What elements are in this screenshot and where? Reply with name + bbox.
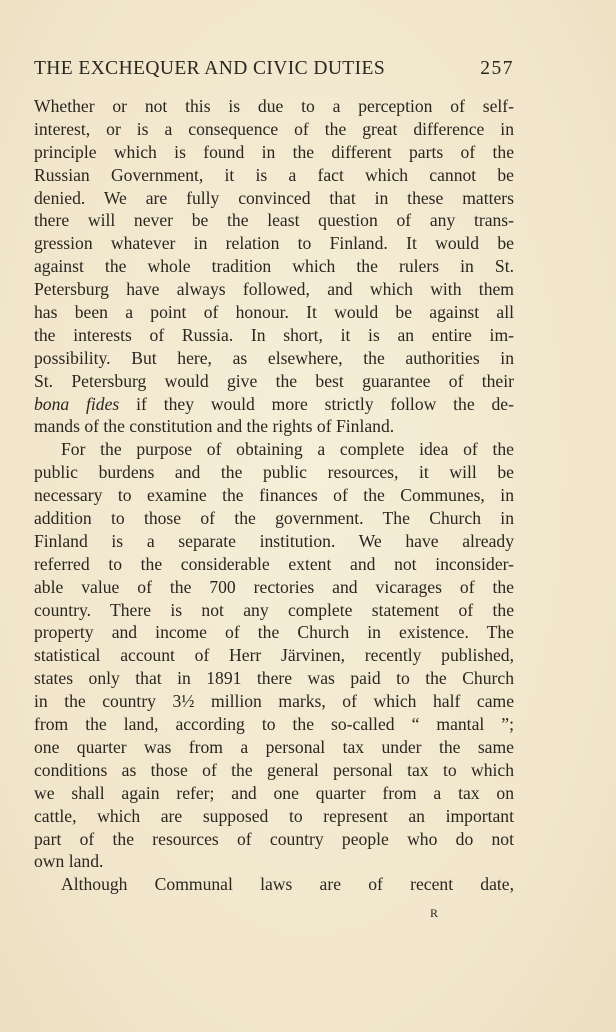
- text-line: public burdens and the public resources, it will be: [34, 462, 514, 483]
- text-line: St. Petersburg would give the best guarantee of their: [34, 370, 514, 391]
- text-line: For the purpose of obtaining a complete idea of the: [61, 439, 514, 460]
- text-line: Finland is a separate institution. We have already: [34, 530, 514, 551]
- text-line: in the country 3½ million marks, of which half came: [34, 691, 514, 712]
- text-line: necessary to examine the finances of the Communes, in: [34, 485, 514, 506]
- text-line: has been a point of honour. It would be against all: [34, 302, 514, 323]
- body-text: [34, 95, 514, 896]
- running-title: THE EXCHEQUER AND CIVIC DUTIES: [34, 58, 386, 79]
- text-line: against the whole tradition which the rulers in St.: [34, 256, 514, 277]
- text-line: one quarter was from a personal tax under the same: [34, 736, 514, 757]
- text-line: possibility. But here, as elsewhere, the authorities in: [34, 347, 514, 368]
- text-line: there will never be the least question of any trans-: [34, 210, 514, 231]
- text-line: property and income of the Church in existence. The: [34, 622, 514, 643]
- text-line: denied. We are fully convinced that in these matters: [34, 187, 514, 208]
- text-line: part of the resources of country people who do not: [34, 828, 514, 849]
- text-line: referred to the considerable extent and not inconsider-: [34, 553, 514, 574]
- text-line: we shall again refer; and one quarter from a tax on: [34, 782, 514, 803]
- text-line: conditions as those of the general personal tax to which: [34, 759, 514, 780]
- text-line: gression whatever in relation to Finland. It would be: [34, 233, 514, 254]
- signature-mark: R: [430, 906, 440, 920]
- text-line: from the land, according to the so-called “ mantal ”;: [34, 714, 514, 735]
- text-line: states only that in 1891 there was paid to the Church: [34, 668, 514, 689]
- italic-phrase: bona fides: [34, 393, 120, 414]
- text-line: Russian Government, it is a fact which cannot be: [34, 164, 514, 185]
- text-line: mands of the constitution and the rights of Finland.: [34, 416, 395, 437]
- text-line: statistical account of Herr Järvinen, recently published,: [34, 645, 514, 666]
- text-line: the interests of Russia. In short, it is an entire im-: [34, 324, 514, 345]
- text-line: cattle, which are supposed to represent an important: [34, 805, 514, 826]
- text-line: bona fides if they would more strictly follow the de-: [34, 393, 514, 414]
- text-line: Although Communal laws are of recent date,: [61, 874, 514, 895]
- running-header: [34, 58, 514, 88]
- page-number: 257: [480, 58, 514, 79]
- text-line: principle which is found in the different parts of the: [34, 141, 514, 162]
- text-line: Petersburg have always followed, and which with them: [34, 279, 514, 300]
- text-line: interest, or is a consequence of the great difference in: [34, 118, 514, 139]
- text-line: addition to those of the government. The Church in: [34, 508, 514, 529]
- text-line: country. There is not any complete statement of the: [34, 599, 514, 620]
- text-line: able value of the 700 rectories and vicarages of the: [34, 576, 514, 597]
- text-line: own land.: [34, 851, 104, 872]
- text-line: Whether or not this is due to a perception of self-: [34, 96, 514, 116]
